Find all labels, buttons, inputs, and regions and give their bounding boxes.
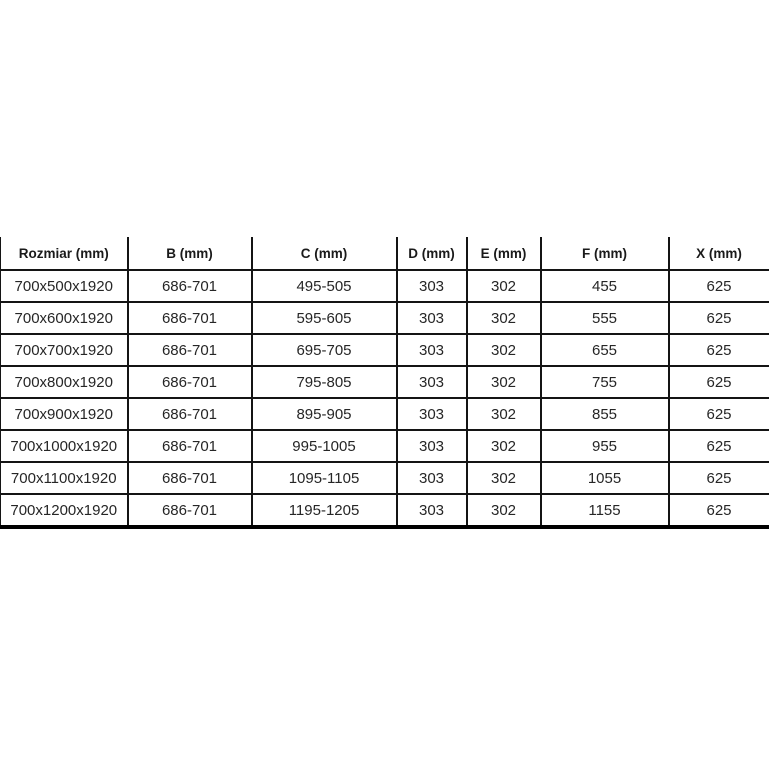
table-cell: 302 xyxy=(467,270,541,302)
table-row xyxy=(1,270,769,302)
table-cell: 303 xyxy=(397,334,467,366)
table-cell: 303 xyxy=(397,366,467,398)
table-row xyxy=(1,430,769,462)
table-cell: 755 xyxy=(541,366,669,398)
table-cell: 302 xyxy=(467,462,541,494)
table-cell: 625 xyxy=(669,334,769,366)
table-cell: 686-701 xyxy=(128,462,252,494)
table-cell: 303 xyxy=(397,430,467,462)
spec-table xyxy=(0,237,769,529)
table-cell: 795-805 xyxy=(252,366,397,398)
table-cell: 686-701 xyxy=(128,302,252,334)
table-cell: 1155 xyxy=(541,494,669,527)
table-cell: 625 xyxy=(669,462,769,494)
table-cell: 625 xyxy=(669,494,769,527)
table-cell: 302 xyxy=(467,334,541,366)
table-cell: 1095-1105 xyxy=(252,462,397,494)
table-cell: 895-905 xyxy=(252,398,397,430)
table-row xyxy=(1,494,769,527)
table-cell: 303 xyxy=(397,462,467,494)
column-header: B (mm) xyxy=(128,237,252,270)
table-cell: 455 xyxy=(541,270,669,302)
table-cell: 695-705 xyxy=(252,334,397,366)
table-cell: 700x800x1920 xyxy=(1,366,128,398)
table-cell: 303 xyxy=(397,494,467,527)
table-row xyxy=(1,366,769,398)
spec-table-body xyxy=(1,270,769,527)
table-cell: 625 xyxy=(669,270,769,302)
table-cell: 700x1200x1920 xyxy=(1,494,128,527)
table-cell: 686-701 xyxy=(128,270,252,302)
table-cell: 700x700x1920 xyxy=(1,334,128,366)
table-cell: 302 xyxy=(467,398,541,430)
table-cell: 1055 xyxy=(541,462,669,494)
table-cell: 302 xyxy=(467,366,541,398)
table-cell: 955 xyxy=(541,430,669,462)
table-cell: 855 xyxy=(541,398,669,430)
table-cell: 655 xyxy=(541,334,669,366)
table-cell: 625 xyxy=(669,398,769,430)
table-row xyxy=(1,334,769,366)
table-cell: 303 xyxy=(397,302,467,334)
column-header: X (mm) xyxy=(669,237,769,270)
table-cell: 686-701 xyxy=(128,398,252,430)
table-cell: 700x1100x1920 xyxy=(1,462,128,494)
column-header: C (mm) xyxy=(252,237,397,270)
table-cell: 686-701 xyxy=(128,334,252,366)
table-cell: 495-505 xyxy=(252,270,397,302)
table-row xyxy=(1,398,769,430)
table-row xyxy=(1,462,769,494)
table-cell: 303 xyxy=(397,270,467,302)
table-row xyxy=(1,302,769,334)
table-cell: 686-701 xyxy=(128,366,252,398)
table-cell: 686-701 xyxy=(128,494,252,527)
header-row xyxy=(1,237,769,270)
table-cell: 700x1000x1920 xyxy=(1,430,128,462)
table-cell: 700x600x1920 xyxy=(1,302,128,334)
table-cell: 555 xyxy=(541,302,669,334)
table-cell: 686-701 xyxy=(128,430,252,462)
table-cell: 302 xyxy=(467,302,541,334)
table-cell: 625 xyxy=(669,366,769,398)
table-cell: 303 xyxy=(397,398,467,430)
column-header: D (mm) xyxy=(397,237,467,270)
column-header: E (mm) xyxy=(467,237,541,270)
table-cell: 302 xyxy=(467,430,541,462)
table-cell: 1195-1205 xyxy=(252,494,397,527)
table-cell: 302 xyxy=(467,494,541,527)
table-cell: 995-1005 xyxy=(252,430,397,462)
column-header: F (mm) xyxy=(541,237,669,270)
table-cell: 625 xyxy=(669,430,769,462)
column-header: Rozmiar (mm) xyxy=(1,237,128,270)
table-cell: 595-605 xyxy=(252,302,397,334)
spec-table-header xyxy=(1,237,769,270)
table-cell: 625 xyxy=(669,302,769,334)
table-cell: 700x900x1920 xyxy=(1,398,128,430)
table-cell: 700x500x1920 xyxy=(1,270,128,302)
